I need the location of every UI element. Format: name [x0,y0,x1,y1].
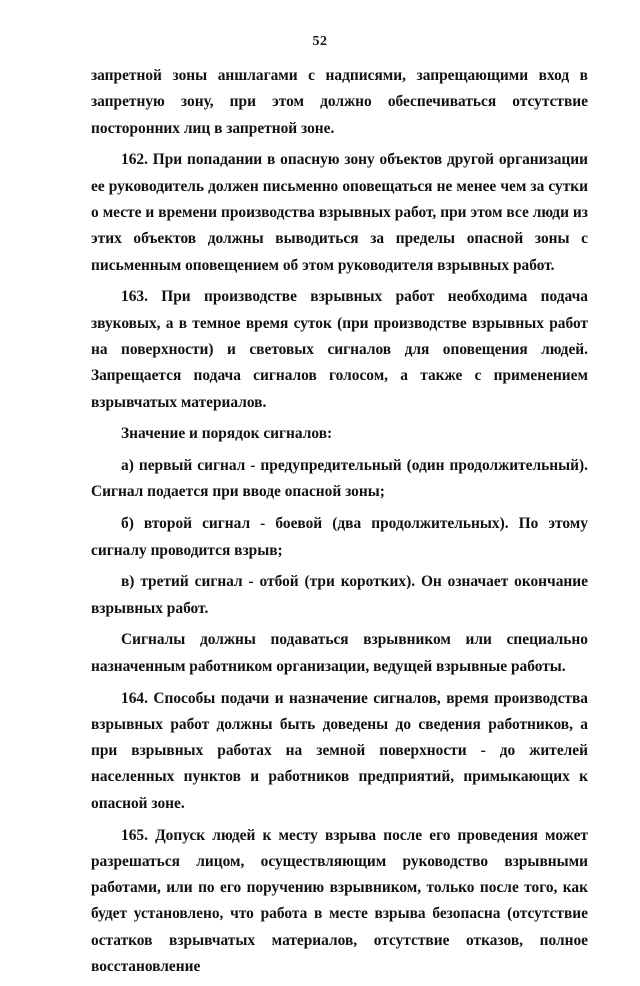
page-number: 52 [312,34,328,49]
body-text [91,63,588,986]
paragraph-continuation: запретной зоны аншлагами с надписями, запрещающими вход в запретную зону, при этом должно обеспечиваться отсутствие посторонних лиц в запретной зоне. [91,67,588,137]
paragraph-164: 164. Способы подачи и назначение сигналов, время производства взрывных работ должны быть доведены до сведения работников, а при взрывных работах на земной поверхности - до жителей населенных пунктов и работников предприятий, примыкающих к опасной зоне. [91,689,588,812]
paragraph-signals-intro: Значение и порядок сигналов: [121,425,333,443]
paragraph-163: 163. При производстве взрывных работ необходима подача звуковых, а в темное время суток (при производстве взрывных работ на поверхности) и световых сигналов для оповещения людей. Запрещается подача сигналов голосом, а также с применением взрывчатых материалов. [91,288,588,411]
paragraph-signal-a: а) первый сигнал - предупредительный (один продолжительный). Сигнал подается при вводе опасной зоны; [91,457,588,501]
paragraph-signal-c: в) третий сигнал - отбой (три коротких). Он означает окончание взрывных работ. [91,573,588,617]
paragraph-signal-b: б) второй сигнал - боевой (два продолжительных). По этому сигналу проводится взрыв; [91,515,588,559]
paragraph-165: 165. Допуск людей к месту взрыва после его проведения может разрешаться лицом, осуществляющим руководство взрывными работами, или по его поручению взрывником, только после того, как будет установлено, что работа в месте взрыва безопасна (отсутствие остатков взрывчатых материалов, отсутствие отказов, полное восстановление [91,826,588,975]
paragraph-signals-giver: Сигналы должны подаваться взрывником или специально назначенным работником организации, ведущей взрывные работы. [91,631,588,675]
paragraph-162: 162. При попадании в опасную зону объектов другой организации ее руководитель должен письменно оповещаться не менее чем за сутки о месте и времени производства взрывных работ, при этом все люди из этих объектов должны выводиться за пределы опасной зоны с письменным оповещением об этом руководителя взрывных работ. [91,151,588,274]
